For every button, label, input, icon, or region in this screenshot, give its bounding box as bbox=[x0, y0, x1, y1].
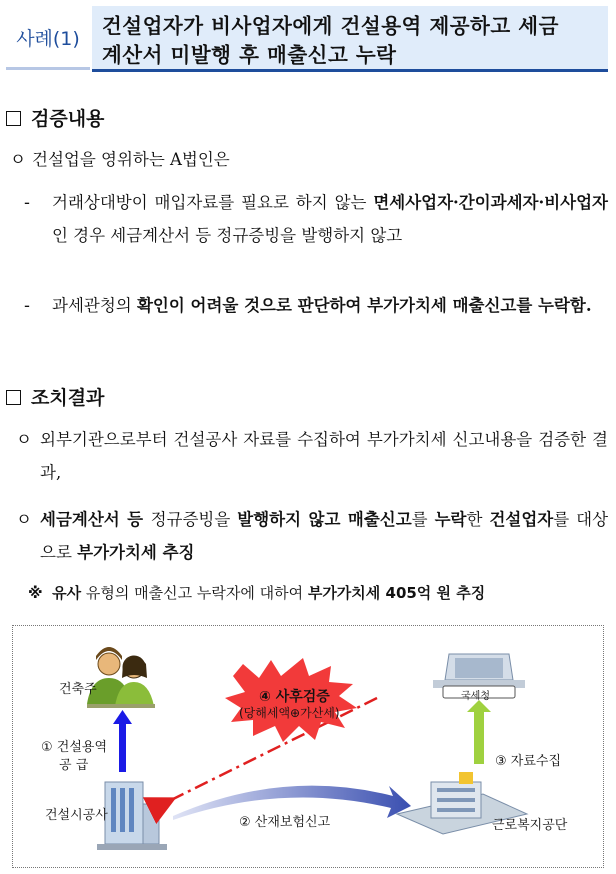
case-tag: 사례(1) bbox=[6, 8, 90, 70]
circle-marker: ㅇ bbox=[10, 150, 26, 169]
dash-marker: - bbox=[24, 193, 30, 212]
text-run: 유형의 매출신고 누락자에 대하여 bbox=[81, 584, 308, 602]
bullet-item bbox=[22, 186, 608, 252]
text-run-bold: 유사 bbox=[52, 584, 82, 602]
text-run-bold: 건설업자 bbox=[489, 510, 554, 529]
text-run: 한 bbox=[466, 510, 490, 529]
note-line bbox=[28, 582, 608, 603]
paragraph-text: 건설업을 영위하는 A법인은 bbox=[32, 150, 230, 169]
bullet-text bbox=[22, 289, 608, 322]
square-bullet-icon bbox=[6, 390, 21, 405]
nts-sign-label: 국세청 bbox=[461, 691, 490, 702]
paragraph-text bbox=[16, 503, 608, 569]
step1-label: ① 건설용역 bbox=[41, 740, 108, 755]
circle-marker: ㅇ bbox=[16, 510, 32, 529]
step1-label-2: 공 급 bbox=[59, 758, 89, 773]
square-bullet-icon bbox=[6, 111, 21, 126]
contractor-label: 건설시공사 bbox=[45, 808, 108, 823]
paragraph-text: 외부기관으로부터 건설공사 자료를 수집하여 부가가치세 신고내용을 검증한 결과, bbox=[40, 430, 608, 482]
title-line-1: 건설업자가 비사업자에게 건설용역 제공하고 세금 bbox=[102, 14, 559, 38]
step4-sub-label: (당해세액⊕가산세) bbox=[239, 706, 340, 720]
client-label: 건축주 bbox=[59, 682, 97, 697]
text-run: 인 경우 세금계산서 등 정규증빙을 발행하지 않고 bbox=[52, 226, 403, 245]
step4-label: ④ 사후검증 bbox=[259, 689, 330, 705]
section-heading-verification bbox=[6, 104, 104, 131]
title-line-2: 계산서 미발행 후 매출신고 누락 bbox=[102, 43, 397, 67]
welfare-label: 근로복지공단 bbox=[492, 818, 568, 833]
flow-diagram bbox=[12, 625, 604, 868]
text-run: 정규증빙을 bbox=[150, 510, 238, 529]
paragraph bbox=[16, 503, 608, 569]
text-run-bold: 발행하지 않고 매출신고 bbox=[237, 510, 412, 529]
text-run-bold: 부가가치세 405억 원 추징 bbox=[307, 584, 486, 602]
supply-arrow bbox=[113, 710, 132, 772]
text-run: 과세관청의 bbox=[52, 296, 137, 315]
text-run-bold: 면세사업자·간이과세자·비사업자 bbox=[373, 193, 608, 212]
text-run-bold: 누락 bbox=[434, 510, 467, 529]
circle-marker: ㅇ bbox=[16, 430, 32, 449]
note-mark: ※ bbox=[28, 584, 43, 602]
text-run-bold: 세금계산서 등 bbox=[40, 510, 151, 529]
text-run-bold: 부가가치세 추징 bbox=[77, 543, 195, 562]
text-run: 를 대상으로 bbox=[40, 510, 609, 562]
section-heading-text: 조치결과 bbox=[31, 387, 105, 409]
step2-label: ② 산재보험신고 bbox=[239, 815, 331, 830]
page-title bbox=[92, 6, 608, 72]
text-run: 를 bbox=[411, 510, 435, 529]
text-run: 거래상대방이 매입자료를 필요로 하지 않는 bbox=[52, 193, 374, 212]
step3-label: ③ 자료수집 bbox=[495, 754, 562, 769]
client-people-icon bbox=[87, 647, 155, 708]
section-heading-result bbox=[6, 383, 104, 410]
paragraph bbox=[16, 423, 608, 489]
bullet-text bbox=[22, 186, 608, 252]
text-run-bold: 확인이 어려울 것으로 판단하여 부가가치세 매출신고를 누락함. bbox=[136, 296, 592, 315]
bullet-item bbox=[22, 289, 608, 322]
paragraph bbox=[10, 143, 608, 176]
section-heading-text: 검증내용 bbox=[31, 108, 105, 130]
collect-arrow bbox=[467, 700, 491, 764]
dash-marker: - bbox=[24, 296, 30, 315]
